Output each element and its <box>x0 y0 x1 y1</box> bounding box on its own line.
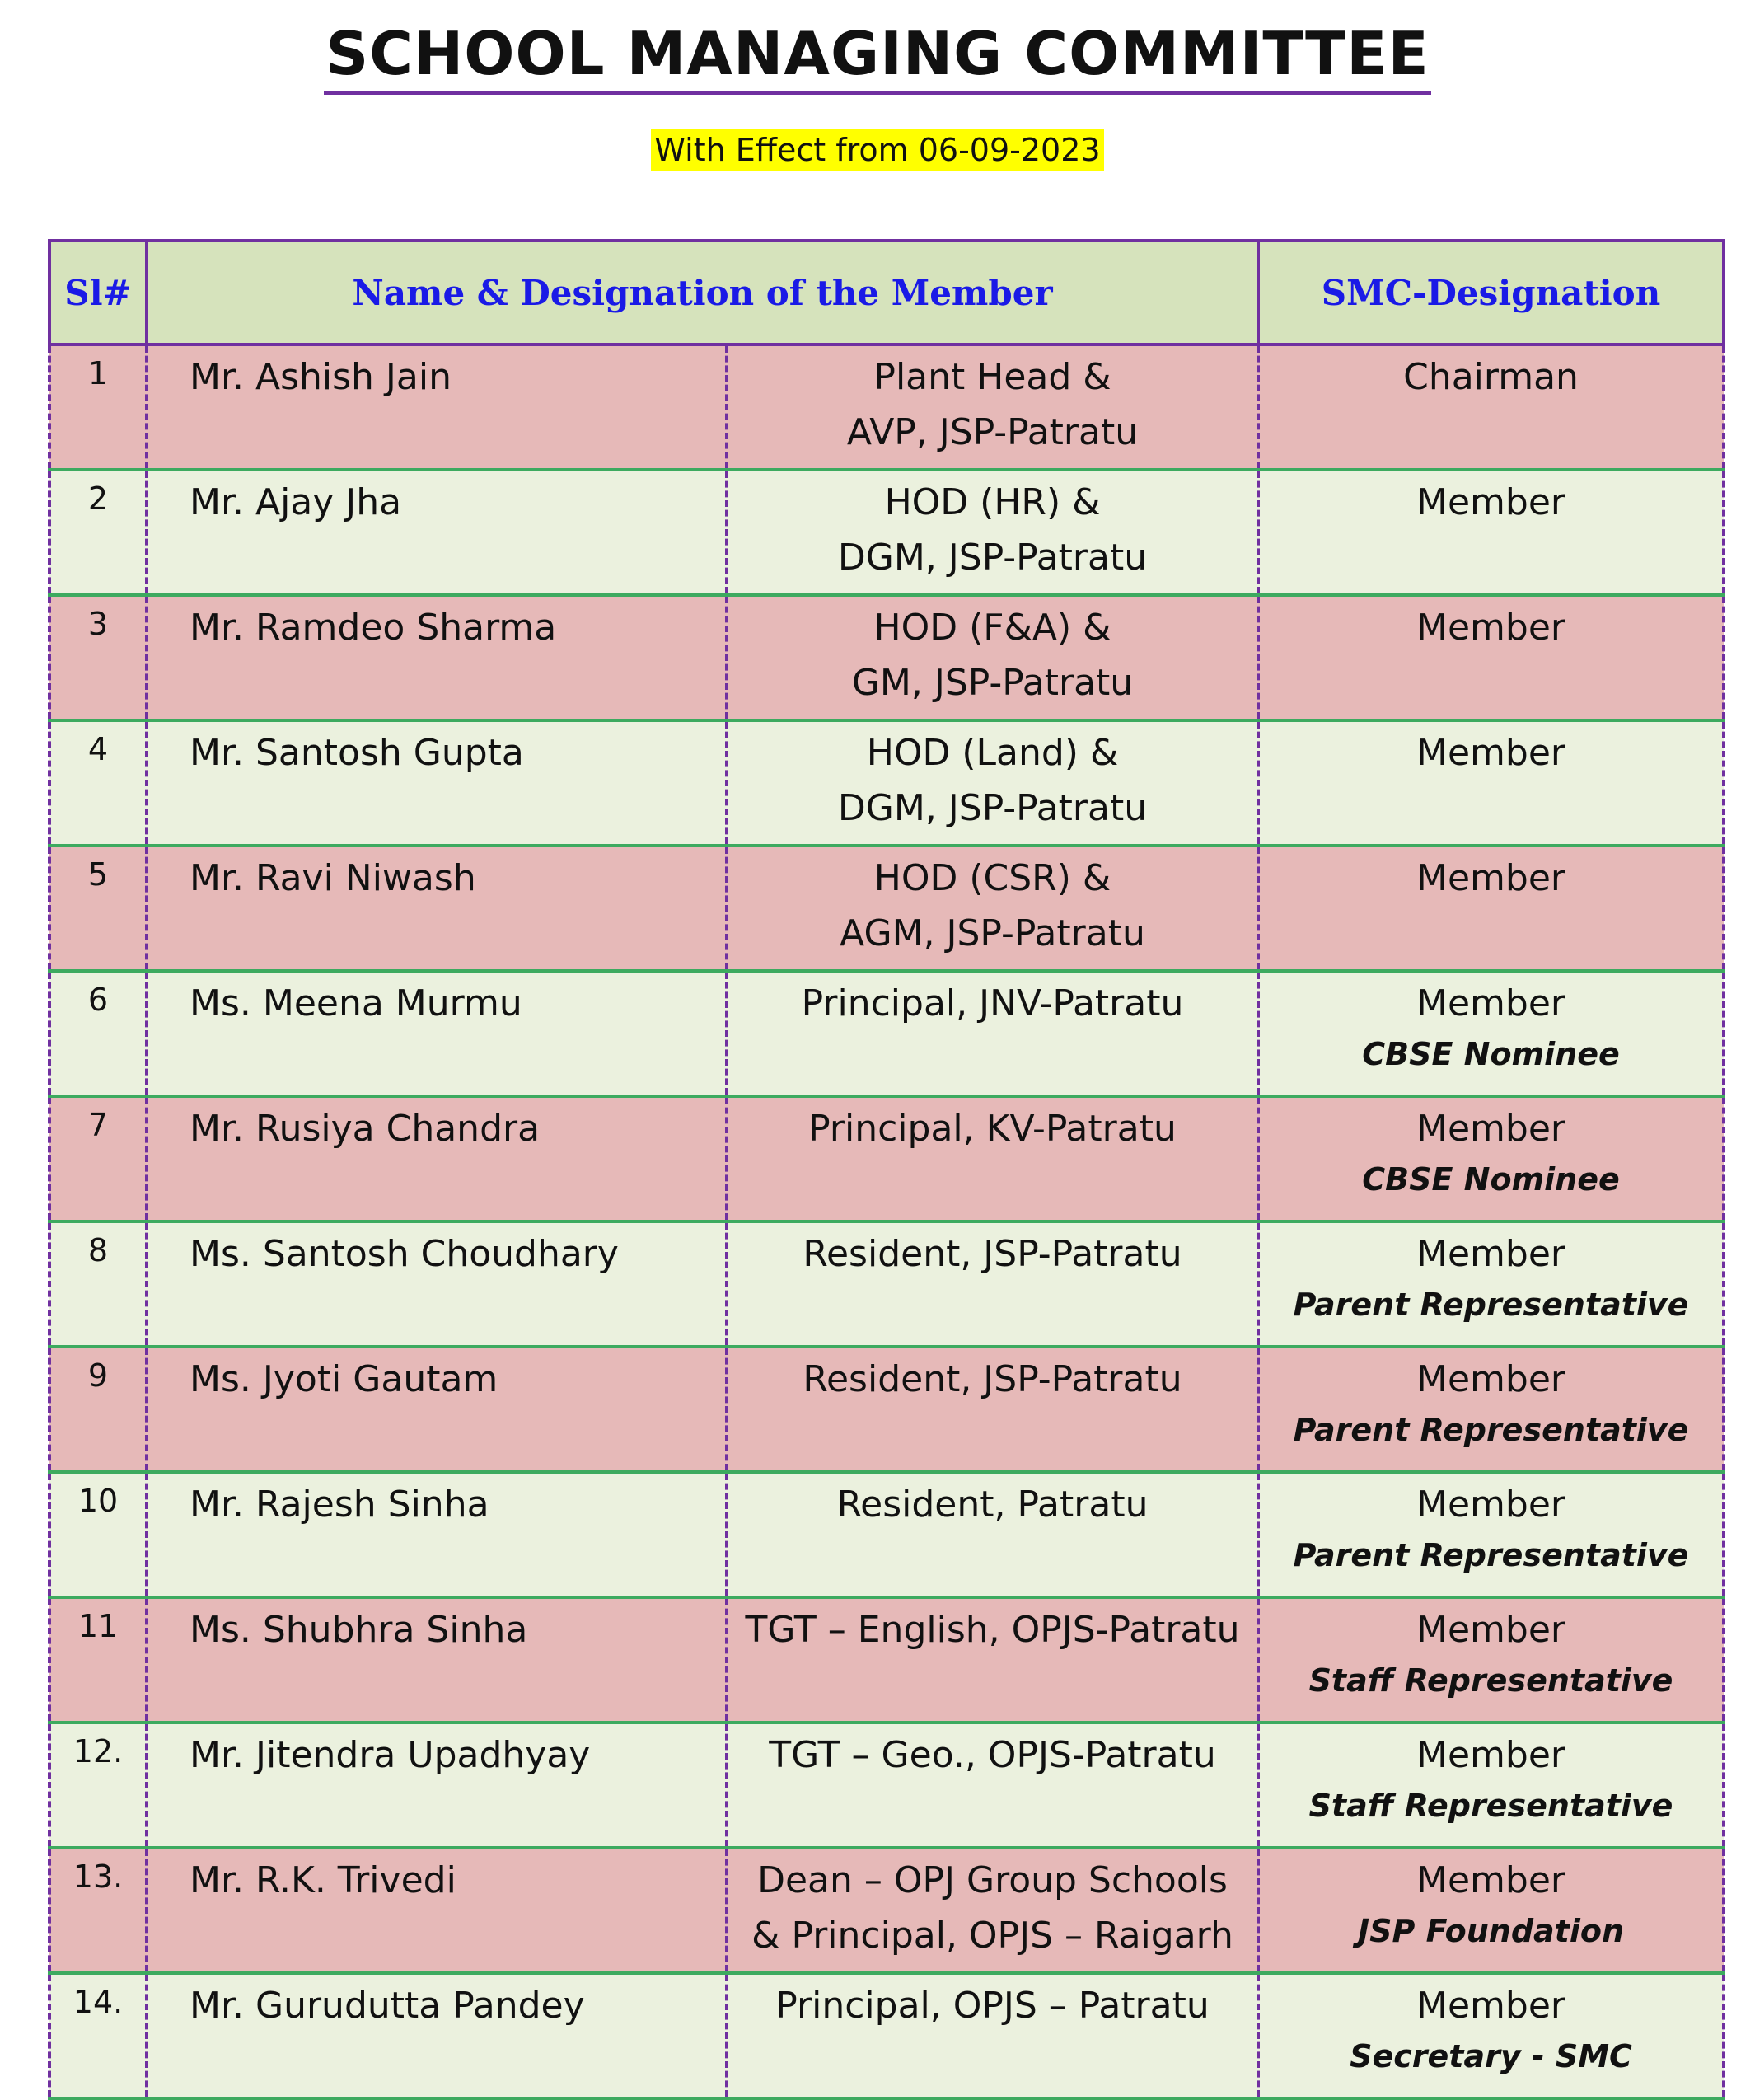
designation-line-2: AGM, JSP-Patratu <box>840 912 1145 954</box>
cell-serial: 7 <box>49 1096 147 1221</box>
table-body <box>49 345 1724 2098</box>
table-row <box>49 1973 1724 2098</box>
smc-role: Member <box>1416 732 1565 774</box>
cell-member-name: Mr. Ajay Jha <box>147 470 727 595</box>
cell-designation <box>727 1347 1258 1472</box>
cell-designation <box>727 1221 1258 1347</box>
cell-member-name: Ms. Meena Murmu <box>147 971 727 1096</box>
smc-role: Member <box>1416 481 1565 523</box>
cell-designation <box>727 595 1258 720</box>
smc-role: Member <box>1416 607 1565 649</box>
effective-date-wrap <box>0 129 1755 171</box>
smc-role: Member <box>1416 1859 1565 1901</box>
cell-smc-designation <box>1258 1221 1724 1347</box>
cell-member-name: Mr. Ramdeo Sharma <box>147 595 727 720</box>
cell-serial: 6 <box>49 971 147 1096</box>
cell-smc-designation <box>1258 1096 1724 1221</box>
smc-role: Member <box>1416 1484 1565 1526</box>
table-row <box>49 345 1724 470</box>
table-row <box>49 1723 1724 1848</box>
cell-smc-designation <box>1258 971 1724 1096</box>
table-row <box>49 1848 1724 1973</box>
table-row <box>49 846 1724 971</box>
page-title: SCHOOL MANAGING COMMITTEE <box>324 18 1430 95</box>
cell-smc-designation <box>1258 1597 1724 1723</box>
smc-role-note: CBSE Nominee <box>1362 1161 1620 1198</box>
smc-role: Chairman <box>1403 356 1579 398</box>
cell-smc-designation <box>1258 1723 1724 1848</box>
cell-designation <box>727 1597 1258 1723</box>
designation-line-2: DGM, JSP-Patratu <box>837 787 1148 829</box>
header-sl: Sl# <box>49 241 147 345</box>
smc-role: Member <box>1416 857 1565 899</box>
table-row <box>49 1597 1724 1723</box>
cell-serial: 10 <box>49 1472 147 1597</box>
smc-role-note: Secretary - SMC <box>1350 2038 1632 2074</box>
cell-serial: 11 <box>49 1597 147 1723</box>
designation-line-1: Plant Head & <box>873 356 1112 398</box>
cell-serial: 1 <box>49 345 147 470</box>
smc-role-note: CBSE Nominee <box>1362 1036 1620 1072</box>
cell-member-name: Mr. Ravi Niwash <box>147 846 727 971</box>
cell-member-name: Mr. Santosh Gupta <box>147 720 727 846</box>
cell-member-name: Mr. R.K. Trivedi <box>147 1848 727 1973</box>
cell-member-name: Mr. Ashish Jain <box>147 345 727 470</box>
cell-designation <box>727 1472 1258 1597</box>
smc-role: Member <box>1416 1233 1565 1275</box>
table-row <box>49 1347 1724 1472</box>
committee-table <box>48 239 1725 2100</box>
cell-designation <box>727 720 1258 846</box>
cell-designation <box>727 846 1258 971</box>
table-row <box>49 470 1724 595</box>
smc-role: Member <box>1416 1985 1565 2027</box>
designation-line-1: Principal, OPJS – Patratu <box>775 1985 1210 2027</box>
cell-smc-designation <box>1258 470 1724 595</box>
table-row <box>49 1472 1724 1597</box>
page-title-wrap <box>0 18 1755 95</box>
designation-line-2: GM, JSP-Patratu <box>851 662 1134 704</box>
table-row <box>49 971 1724 1096</box>
cell-smc-designation <box>1258 345 1724 470</box>
smc-role-note: Parent Representative <box>1293 1287 1689 1323</box>
cell-designation <box>727 470 1258 595</box>
designation-line-1: HOD (F&A) & <box>873 607 1112 649</box>
designation-line-1: Principal, JNV-Patratu <box>801 982 1184 1024</box>
designation-line-1: Resident, Patratu <box>836 1484 1149 1526</box>
cell-smc-designation <box>1258 1472 1724 1597</box>
cell-member-name: Mr. Gurudutta Pandey <box>147 1973 727 2098</box>
cell-serial: 2 <box>49 470 147 595</box>
effective-date: With Effect from 06-09-2023 <box>651 129 1103 171</box>
cell-designation <box>727 1723 1258 1848</box>
smc-role: Member <box>1416 982 1565 1024</box>
smc-role-note: Parent Representative <box>1293 1412 1689 1448</box>
header-name: Name & Designation of the Member <box>147 241 1258 345</box>
cell-designation <box>727 1096 1258 1221</box>
cell-member-name: Mr. Rajesh Sinha <box>147 1472 727 1597</box>
cell-designation <box>727 345 1258 470</box>
cell-smc-designation <box>1258 720 1724 846</box>
designation-line-1: Principal, KV-Patratu <box>808 1108 1177 1150</box>
designation-line-1: Resident, JSP-Patratu <box>803 1233 1182 1275</box>
designation-line-1: Resident, JSP-Patratu <box>803 1358 1182 1400</box>
smc-role-note: Staff Representative <box>1308 1788 1673 1824</box>
header-smc: SMC-Designation <box>1258 241 1724 345</box>
designation-line-1: Dean – OPJ Group Schools <box>757 1859 1228 1901</box>
smc-role-note: Parent Representative <box>1293 1537 1689 1573</box>
cell-member-name: Mr. Jitendra Upadhyay <box>147 1723 727 1848</box>
cell-member-name: Ms. Santosh Choudhary <box>147 1221 727 1347</box>
smc-role: Member <box>1416 1734 1565 1776</box>
cell-serial: 4 <box>49 720 147 846</box>
designation-line-2: DGM, JSP-Patratu <box>837 537 1148 579</box>
cell-smc-designation <box>1258 1347 1724 1472</box>
cell-serial: 12. <box>49 1723 147 1848</box>
cell-designation <box>727 1973 1258 2098</box>
cell-serial: 8 <box>49 1221 147 1347</box>
table-row <box>49 1221 1724 1347</box>
cell-smc-designation <box>1258 1848 1724 1973</box>
designation-line-1: HOD (CSR) & <box>873 857 1112 899</box>
cell-serial: 9 <box>49 1347 147 1472</box>
smc-role-note: Staff Representative <box>1308 1662 1673 1699</box>
cell-serial: 3 <box>49 595 147 720</box>
designation-line-1: HOD (HR) & <box>884 481 1101 523</box>
smc-role: Member <box>1416 1358 1565 1400</box>
designation-line-1: HOD (Land) & <box>866 732 1119 774</box>
table-row <box>49 1096 1724 1221</box>
designation-line-2: & Principal, OPJS – Raigarh <box>751 1915 1233 1957</box>
cell-serial: 14. <box>49 1973 147 2098</box>
cell-smc-designation <box>1258 846 1724 971</box>
designation-line-2: AVP, JSP-Patratu <box>846 411 1139 453</box>
cell-designation <box>727 971 1258 1096</box>
smc-role-note: JSP Foundation <box>1358 1913 1625 1949</box>
cell-member-name: Ms. Jyoti Gautam <box>147 1347 727 1472</box>
smc-role: Member <box>1416 1609 1565 1651</box>
designation-line-1: TGT – Geo., OPJS-Patratu <box>769 1734 1216 1776</box>
cell-serial: 5 <box>49 846 147 971</box>
cell-serial: 13. <box>49 1848 147 1973</box>
header-row <box>49 241 1724 345</box>
smc-role: Member <box>1416 1108 1565 1150</box>
cell-member-name: Mr. Rusiya Chandra <box>147 1096 727 1221</box>
cell-member-name: Ms. Shubhra Sinha <box>147 1597 727 1723</box>
table-row <box>49 595 1724 720</box>
cell-smc-designation <box>1258 1973 1724 2098</box>
cell-smc-designation <box>1258 595 1724 720</box>
table-row <box>49 720 1724 846</box>
cell-designation <box>727 1848 1258 1973</box>
designation-line-1: TGT – English, OPJS-Patratu <box>745 1609 1240 1651</box>
